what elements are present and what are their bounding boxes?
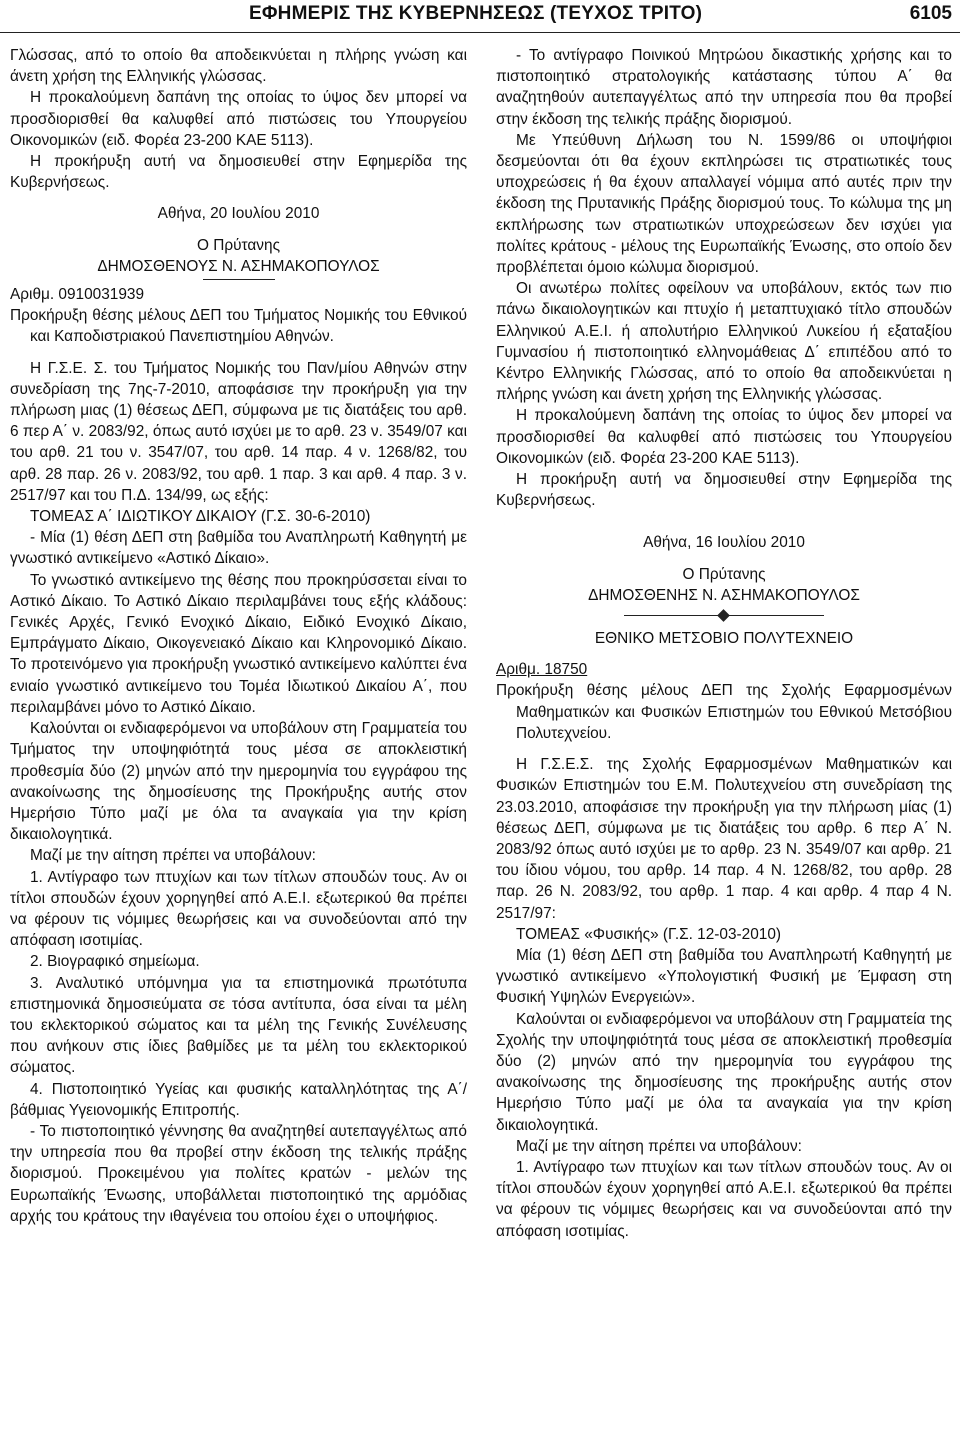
signature-name: ΔΗΜΟΣΘΕΝΟΥΣ Ν. ΑΣΗΜΑΚΟΠΟΥΛΟΣ xyxy=(97,257,380,275)
left-column xyxy=(10,45,467,1227)
paragraph: Η προκήρυξη αυτή να δημοσιευθεί στην Εφημερίδα της Κυβερνήσεως. xyxy=(496,471,952,510)
paragraph: Η προκαλούμενη δαπάνη της οποίας το ύψος δεν μπορεί να προσδιορισθεί θα καλυφθεί από πιστώσεις του Υπουργείου Οικονομικών (ειδ. Φορέα 23-200 ΚΑΕ 5113). xyxy=(10,89,467,149)
list-item: 3. Αναλυτικό υπόμνημα για τα επιστημονικά πρωτότυπα επιστημονικά δημοσιεύματα σε τόσα αντίτυπα, όσα είναι τα μέλη του εκλεκτορικού σώματος και τα μέλη της Γενικής Συνέλευσης που ανήκουν στις ίδιες βαθμίδες με τα μέλη του εκλεκτορικού σώματος. xyxy=(10,974,467,1077)
list-item: 1. Αντίγραφο των πτυχίων και των τίτλων σπουδών τους. Αν οι τίτλοι σπουδών έχουν χορηγηθεί από Α.Ε.Ι. εξωτερικού θα πρέπει να φέρουν τις νόμιμες θεωρήσεις και να συνοδεύονται από την απόφαση ισοτιμίας. xyxy=(10,868,467,950)
sector-heading: ΤΟΜΕΑΣ Α΄ ΙΔΙΩΤΙΚΟΥ ΔΙΚΑΙΟΥ (Γ.Σ. 30-6-2010) xyxy=(30,508,371,526)
paragraph: Μαζί με την αίτηση πρέπει να υποβάλουν: xyxy=(30,847,316,865)
page-header xyxy=(0,0,960,33)
paragraph: Καλούνται οι ενδιαφερόμενοι να υποβάλουν στη Γραμματεία του Τμήματος την υποψηφιότητά τους μέσα σε αποκλειστική προθεσμία δύο (2) μηνών από την ημερομηνία του εγγράφου της ανακοίνωσης της δημοσίευσης της Προκήρυξης αυτής στον Ημερήσιο Τύπο μαζί με όλα τα αναγκαία για την κρίση δικαιολογητικά. xyxy=(10,720,467,844)
paragraph: Με Υπεύθυνη Δήλωση του Ν. 1599/86 οι υποψήφιοι δεσμεύονται ότι θα έχουν εκπληρώσει τις στρατιωτικές τους υποχρεώσεις ή θα έχουν απαλλαγεί νόμιμα από αυτές πριν την έκδοση της Πρυτανικής Πράξης διορισμού τους. Το κώλυμα της μη εκπλήρωσης των στρατιωτικών υποχρεώσεων δεν ισχύει για πολίτες κράτους - μέλους της Ευρωπαϊκής Ένωσης, στο οποίο δεν προβλέπεται όμοιο κώλυμα διορισμού. xyxy=(496,131,952,277)
paragraph: Μαζί με την αίτηση πρέπει να υποβάλουν: xyxy=(516,1137,802,1155)
section-separator xyxy=(624,610,824,622)
paragraph: Μία (1) θέση ΔΕΠ στη βαθμίδα του Αναπληρωτή Καθηγητή με γνωστικό αντικείμενο «Υπολογιστική Φυσική με Έμφαση στη Φυσική Υψηλών Ενεργειών». xyxy=(496,946,952,1007)
paragraph: Καλούνται οι ενδιαφερόμενοι να υποβάλουν στη Γραμματεία της Σχολής την υποψηφιότητά τους μέσα σε αποκλειστική προθεσμία δύο (2) μηνών από την ημερομηνία του εγγράφου της ανακοίνωσης της δημοσίευσης της προκήρυξης αυτής στον Ημερήσιο Τύπο μαζί με όλα τα αναγκαία για την κρίση δικαιολογητικά. xyxy=(496,1010,952,1134)
signature-name: ΔΗΜΟΣΘΕΝΗΣ Ν. ΑΣΗΜΑΚΟΠΟΥΛΟΣ xyxy=(588,586,860,604)
gazette-title: ΕΦΗΜΕΡΙΣ ΤΗΣ ΚΥΒΕΡΝΗΣΕΩΣ (ΤΕΥΧΟΣ ΤΡΙΤΟ) xyxy=(249,3,703,24)
paragraph: Η προκαλούμενη δαπάνη της οποίας το ύψος δεν μπορεί να προσδιορισθεί θα καλυφθεί από πιστώσεις του Υπουργείου Οικονομικών (ειδ. Φορέα 23-200 ΚΑΕ 5113). xyxy=(496,407,952,467)
paragraph: Η Γ.Σ.Ε. Σ. του Τμήματος Νομικής του Παν/μίου Αθηνών στην συνεδρίαση της 7ης-7-2010, αποφάσισε την προκήρυξη για την πλήρωση μιας (1) θέσεως ΔΕΠ, σύμφωνα με τις διατάξεις του αρθ. 6 περ Α΄ ν. 2083/92, όπως αυτό ισχύει με το αρθ. 23 ν. 3549/07 και του αρθ. 21 του ν. 3547/07, του αρθ. 14 παρ. 4 ν. 1268/82, του αρθ. 28 παρ. 26 ν. 2083/92, του αρθ. 1 παρ. 3 και αρθ. 4 παρ. 3 ν. 2517/97 και του Π.Δ. 134/99, ως εξής: xyxy=(10,359,467,504)
signature-date: Αθήνα, 20 Ιουλίου 2010 xyxy=(157,205,320,223)
paragraph: - Το πιστοποιητικό γέννησης θα αναζητηθεί αυτεπαγγέλτως από την υπηρεσία που θα προβεί στην έκδοση της τελικής πράξης διορισμού. Προκειμένου για πολίτες κρατών - μελών της Ευρωπαϊκής Ένωσης, υποβάλλεται πιστοποιητικό της αρμόδιας αρχής του κράτους την ιθαγένεια του οποίου έχει ο υποψήφιος. xyxy=(10,1122,467,1225)
sector-heading: ΤΟΜΕΑΣ «Φυσικής» (Γ.Σ. 12-03-2010) xyxy=(516,925,782,943)
paragraph: - Μία (1) θέση ΔΕΠ στη βαθμίδα του Αναπληρωτή Καθηγητή με γνωστικό αντικείμενο «Αστικό Δίκαιο». xyxy=(10,529,467,568)
announcement-title: Προκήρυξη θέσης μέλους ΔΕΠ της Σχολής Εφαρμοσμένων Μαθηματικών και Φυσικών Επιστημών του Εθνικού Μετσόβιου Πολυτεχνείου. xyxy=(496,682,952,742)
page-number: 6105 xyxy=(909,3,952,24)
right-column xyxy=(496,45,952,1242)
paragraph: Η προκήρυξη αυτή να δημοσιευθεί στην Εφημερίδα της Κυβερνήσεως. xyxy=(10,153,467,192)
paragraph: Γλώσσας, από το οποίο θα αποδεικνύεται η πλήρης γνώση και άνετη χρήση της Ελληνικής γλώσσας. xyxy=(10,47,467,86)
document-number: Αριθμ. 18750 xyxy=(496,661,588,679)
paragraph: Η Γ.Σ.Ε.Σ. της Σχολής Εφαρμοσμένων Μαθηματικών και Φυσικών Επιστημών του Ε.Μ. Πολυτεχνείου στη συνεδρίαση της 23.03.2010, αποφάσισε την προκήρυξη για την πλήρωση μίας (1) θέσεως ΔΕΠ, σύμφωνα με τις διατάξεις του αρθρ. 6 περ Α΄ Ν. 2083/92 όπως αυτό ισχύει με το αρθρ. 23 Ν. 3549/07 και αρθρ. 21 του ίδιου νόμου, του αρθρ. 14 παρ. 4 Ν. 1268/82, του αρθρ. 28 παρ. 26 Ν. 2083/92, του αρθρ. 1 παρ. 4 και αρθρ. 4 παρ 4 Ν. 2517/97: xyxy=(496,756,952,922)
divider xyxy=(203,279,275,280)
institution-heading: ΕΘΝΙΚΟ ΜΕΤΣΟΒΙΟ ΠΟΛΥΤΕΧΝΕΙΟ xyxy=(594,630,854,648)
list-item: 2. Βιογραφικό σημείωμα. xyxy=(30,953,200,971)
paragraph: Το γνωστικό αντικείμενο της θέσης που προκηρύσσεται είναι το Αστικό Δίκαιο. Το Αστικό Δίκαιο περιλαμβάνει τους εξής κλάδους: Γενικές Αρχές, Γενικό Ενοχικό Δίκαιο, Ειδικό Ενοχικό Δίκαιο, Εμπράγματο Δίκαιο, Οικογενειακό Δίκαιο και Κληρονομικό Δίκαιο. Το προτεινόμενο για προκήρυξη γνωστικό αντικείμενο καλύπτει ένα ενιαίο γνωστικό αντικείμενο του Τομέα Ιδιωτικού Δικαίου Α΄, που περιλαμβάνει μόνο το Αστικό Δίκαιο. xyxy=(10,571,467,716)
list-item: 1. Αντίγραφο των πτυχίων και των τίτλων σπουδών τους. Αν οι τίτλοι σπουδών έχουν χορηγηθεί από Α.Ε.Ι. εξωτερικού θα πρέπει να φέρουν τις νόμιμες θεωρήσεις και να συνοδεύονται από την απόφαση ισοτιμίας. xyxy=(496,1158,952,1240)
list-item: 4. Πιστοποιητικό Υγείας και φυσικής καταλληλότητας της Α΄/βάθμιας Υγειονομικής Επιτροπής. xyxy=(10,1080,467,1119)
signature-title: Ο Πρύτανης xyxy=(197,236,280,254)
paragraph: Οι ανωτέρω πολίτες οφείλουν να υποβάλουν, εκτός των πιο πάνω δικαιολογητικών και πτυχίο ή μεταπτυχιακό τίτλο σπουδών Ελληνικού Α.Ε.Ι. ή απολυτήριο Ελληνικού Λυκείου ή εξαταξίου Γυμνασίου ή πιστοποιητικό ελληνομάθειας Δ΄ επιπέδου από το Κέντρο Ελληνικής Γλώσσας, από το οποίο θα αποδεικνύεται η πλήρης γνώση και άνετη χρήση της Ελληνικής γλώσσας. xyxy=(496,280,952,404)
announcement-title: Προκήρυξη θέσης μέλους ΔΕΠ του Τμήματος Νομικής του Εθνικού και Καποδιστριακού Πανεπιστημίου Αθηνών. xyxy=(10,307,467,346)
signature-title: Ο Πρύτανης xyxy=(682,565,766,583)
signature-date: Αθήνα, 16 Ιουλίου 2010 xyxy=(643,534,805,552)
diamond-icon xyxy=(717,609,730,622)
paragraph: - Το αντίγραφο Ποινικού Μητρώου δικαστικής χρήσης και το πιστοποιητικό στρατολογικής κατάστασης τύπου Α΄ θα αναζητηθούν αυτεπαγγέλτως από την υπηρεσία που θα προβεί στην έκδοση της τελικής πράξης διορισμού. xyxy=(496,47,952,128)
document-number: Αριθμ. 0910031939 xyxy=(10,286,145,304)
